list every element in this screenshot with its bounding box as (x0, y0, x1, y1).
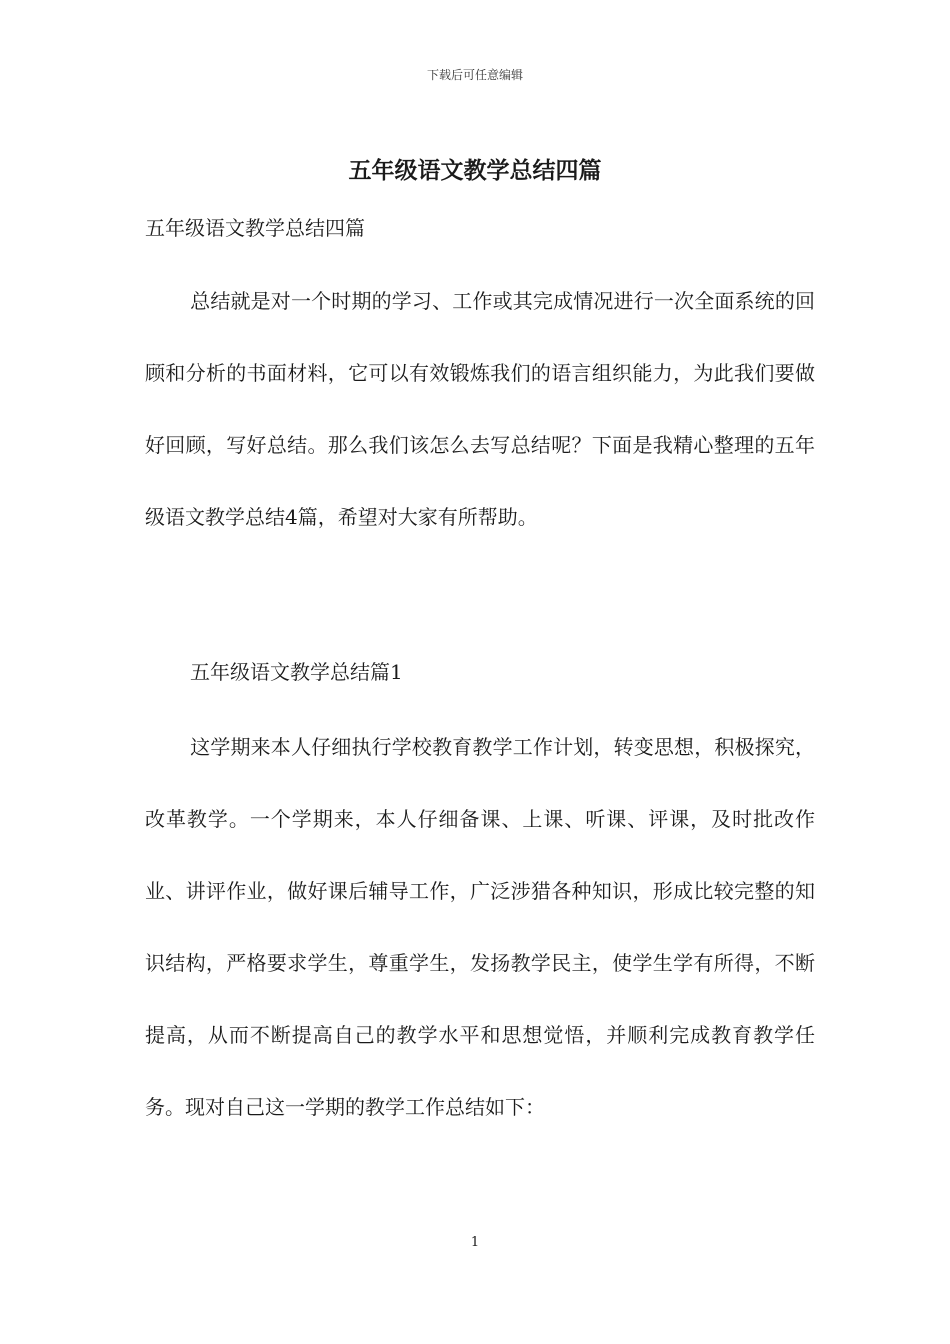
header-note: 下载后可任意编辑 (426, 68, 523, 82)
section-1-paragraph-text: 这学期来本人仔细执行学校教育教学工作计划，转变思想，积极探究，改革教学。一个学期来，本人仔细备课、上课、听课、评课，及时批改作业、讲评作业，做好课后辅导工作，广泛涉猎各种知识，形成比较完整的知识结构，严格要求学生，尊重学生，发扬教学民主，使学生学有所得，不断提高，从而不断提高自己的教学水平和思想觉悟，并顺利完成教育教学任务。现对自己这一学期的教学工作总结如下： (145, 735, 815, 1119)
document-subtitle: 五年级语文教学总结四篇 (145, 216, 365, 240)
intro-paragraph-text: 总结就是对一个时期的学习、工作或其完成情况进行一次全面系统的回顾和分析的书面材料，它可以有效锻炼我们的语言组织能力，为此我们要做好回顾，写好总结。那么我们该怎么去写总结呢？下面是我精心整理的五年级语文教学总结4篇，希望对大家有所帮助。 (145, 289, 815, 529)
intro-paragraph (145, 265, 815, 553)
document-title: 五年级语文教学总结四篇 (348, 157, 602, 184)
section-heading-1: 五年级语文教学总结篇1 (190, 660, 403, 684)
page-number: 1 (470, 1235, 480, 1250)
section-1-paragraph (145, 711, 815, 1143)
